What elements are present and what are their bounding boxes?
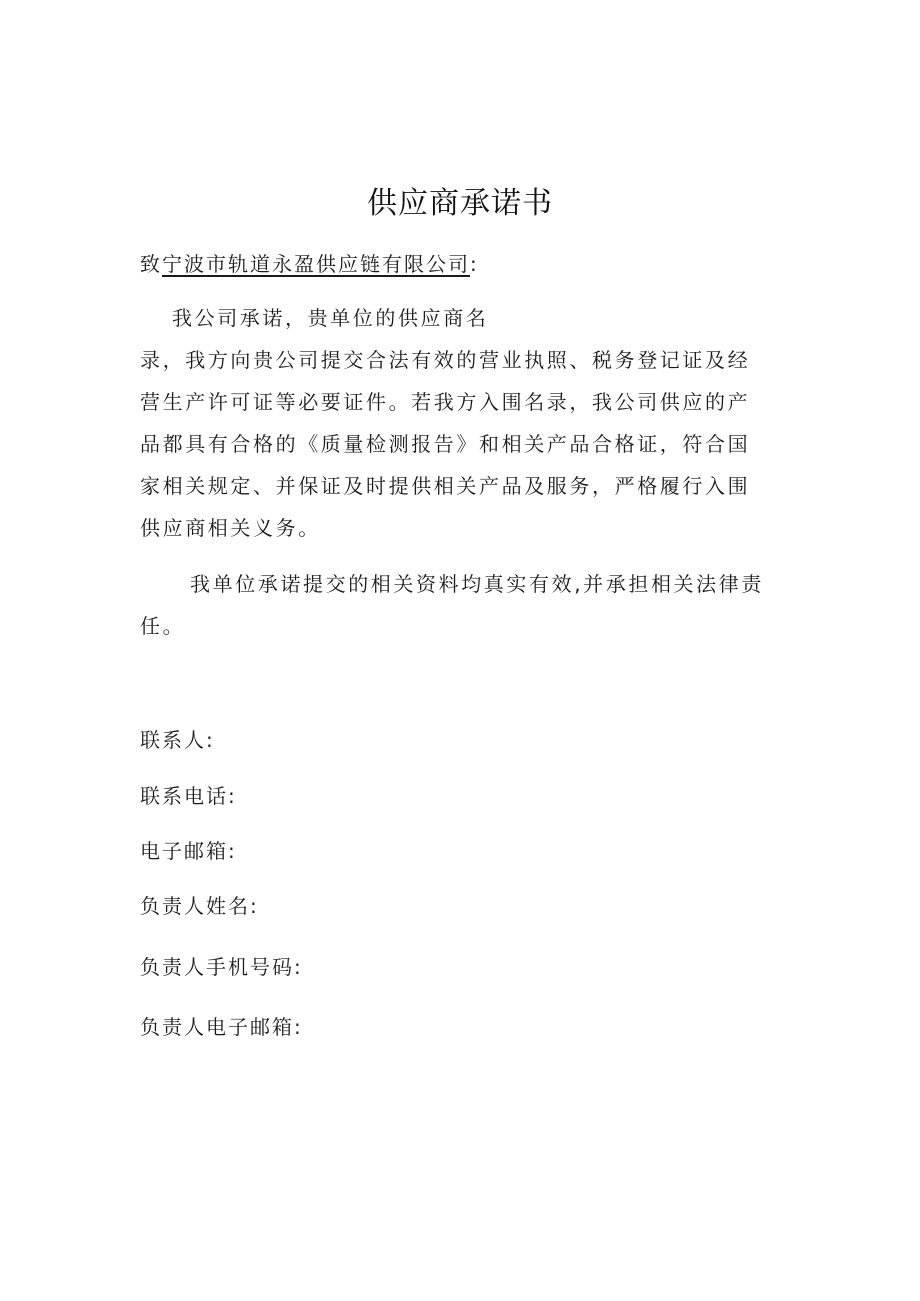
paragraph2-line-1: 我单位承诺提交的相关资料均真实有效,并承担相关法律责 (190, 572, 764, 596)
paragraph1-line-2: 录，我方向贵公司提交合法有效的营业执照、税务登记证及经 (140, 348, 751, 372)
paragraph1-line-1: 我公司承诺，贵单位的供应商名 (172, 306, 489, 330)
paragraph2-line-2: 任。 (140, 614, 186, 638)
manager-mobile-label: 负责人手机号码: (140, 955, 303, 979)
addressee-prefix: 致 (140, 252, 162, 276)
contact-person-label: 联系人: (140, 728, 215, 752)
contact-phone-label: 联系电话: (140, 784, 237, 808)
paragraph1-line-5: 家相关规定、并保证及时提供相关产品及服务，严格履行入围 (140, 474, 751, 498)
addressee-company: 宁波市轨道永盈供应链有限公司 (162, 252, 470, 276)
addressee-suffix: : (470, 252, 479, 276)
paragraph1-line-4: 品都具有合格的《质量检测报告》和相关产品合格证，符合国 (140, 432, 751, 456)
addressee-line (140, 248, 479, 277)
manager-email-label: 负责人电子邮箱: (140, 1015, 303, 1039)
paragraph1-line-3: 营生产许可证等必要证件。若我方入围名录，我公司供应的产 (140, 390, 751, 414)
document-title: 供应商承诺书 (367, 186, 553, 221)
paragraph1-line-6: 供应商相关义务。 (140, 516, 321, 540)
manager-name-label: 负责人姓名: (140, 894, 259, 918)
email-label: 电子邮箱: (140, 839, 237, 863)
